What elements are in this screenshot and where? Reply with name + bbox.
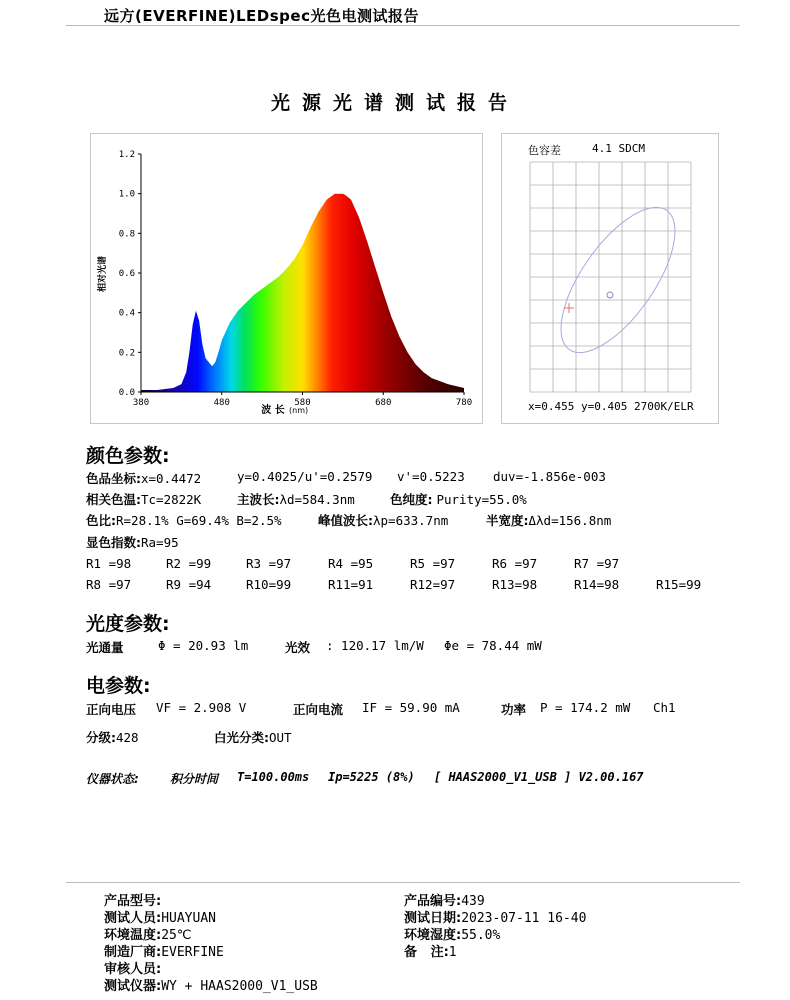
ri-value: R13=98 <box>492 577 538 592</box>
x-axis-unit: (nm) <box>289 406 309 415</box>
electrical-title: 电参数: <box>86 675 151 697</box>
ri-value: R11=91 <box>328 577 374 592</box>
x-tick-label: 780 <box>455 398 473 408</box>
cie-readout: x=0.455 y=0.405 2700K/ELR <box>528 400 694 413</box>
footer-humidity: 环境湿度:55.0% <box>404 928 501 943</box>
report-title: 光源光谱测试报告 <box>270 92 519 114</box>
color-ratio-row: 色比:R=28.1% G=69.4% B=2.5% 峰值波长:λp=633.7nm 半宽度:Δλd=156.8nm <box>86 513 612 528</box>
y-tick-label: 1.2 <box>118 150 135 160</box>
y-tick-label: 0.8 <box>118 229 135 240</box>
cri-row: 显色指数:Ra=95 <box>86 535 179 550</box>
footer-model: 产品型号: <box>104 894 162 909</box>
footer-remark: 备 注:1 <box>404 945 457 960</box>
ri-value: R14=98 <box>574 577 620 592</box>
ri-value: R8 =97 <box>86 577 132 592</box>
y-tick-label: 0.2 <box>118 348 135 359</box>
ri-value: R3 =97 <box>246 556 292 571</box>
spectrum-chart <box>91 134 482 423</box>
header-divider <box>66 25 740 26</box>
flux-row: 光通量 Φ = 20.93 lm 光效 : 120.17 lm/W Φe = 78.44 mW <box>86 638 542 655</box>
ri-value: R4 =95 <box>328 556 374 571</box>
bin-row: 分级:428 白光分类:OUT <box>86 730 292 745</box>
ri-value: R5 =97 <box>410 556 456 571</box>
color-params-title: 颜色参数: <box>86 445 170 467</box>
footer-maker: 制造厂商:EVERFINE <box>104 945 224 960</box>
tolerance-value: 4.1 SDCM <box>592 142 645 155</box>
instrument-status: 仪器状态: 积分时间 T=100.00ms Ip=5225 (8%) [ HAAS2000_V1_USB ] V2.00.167 <box>86 770 644 786</box>
photometric-title: 光度参数: <box>86 613 170 635</box>
footer-test-date: 测试日期:2023-07-11 16-40 <box>404 911 587 926</box>
ri-value: R1 =98 <box>86 556 132 571</box>
cct-row: 相关色温:Tc=2822K 主波长:λd=584.3nm 色纯度: Purity=55.0% <box>86 492 527 507</box>
y-tick-label: 0.4 <box>118 308 135 319</box>
footer-instrument: 测试仪器:WY + HAAS2000_V1_USB <box>104 979 318 994</box>
spectrum-chart-panel <box>90 133 483 424</box>
ri-value: R10=99 <box>246 577 292 592</box>
header-title: 远方(EVERFINE)LEDspec光色电测试报告 <box>104 7 419 25</box>
x-tick-label: 380 <box>132 398 150 408</box>
y-axis-label: 相对光谱 <box>98 255 108 293</box>
y-tick-label: 0.6 <box>118 269 135 279</box>
tolerance-label: 色容差 <box>528 144 561 157</box>
x-axis-label: 波 长 <box>261 405 285 416</box>
ri-value: R6 =97 <box>492 556 538 571</box>
y-tick-label: 0.0 <box>118 388 135 398</box>
ri-value: R9 =94 <box>166 577 212 592</box>
report-header <box>0 0 790 24</box>
cie-chart-panel <box>501 133 719 424</box>
footer-product-number: 产品编号:439 <box>404 894 485 909</box>
spectrum-curve <box>141 194 464 392</box>
ri-value: R2 =99 <box>166 556 212 571</box>
footer-reviewer: 审核人员: <box>104 962 162 977</box>
footer-divider <box>66 882 740 883</box>
x-tick-label: 680 <box>375 398 392 408</box>
macadam-ellipse <box>540 190 696 371</box>
cie-diagram <box>502 134 718 423</box>
ri-value: R7 =97 <box>574 556 620 571</box>
footer-temperature: 环境温度:25℃ <box>104 928 192 943</box>
footer-tester: 测试人员:HUAYUAN <box>104 911 216 926</box>
ri-value: R12=97 <box>410 577 456 592</box>
y-tick-label: 1.0 <box>118 189 135 200</box>
electrical-row: 正向电压 VF = 2.908 V 正向电流 IF = 59.90 mA 功率 P = 174.2 mW Ch1 <box>86 700 676 717</box>
target-point-icon <box>607 292 613 298</box>
x-tick-label: 480 <box>213 398 230 408</box>
x-tick-label: 580 <box>294 398 311 408</box>
ri-value: R15=99 <box>656 577 702 592</box>
chromaticity-row: 色品坐标:x=0.4472 y=0.4025/u'=0.2579 v'=0.5223 duv=-1.856e-003 <box>86 469 606 486</box>
